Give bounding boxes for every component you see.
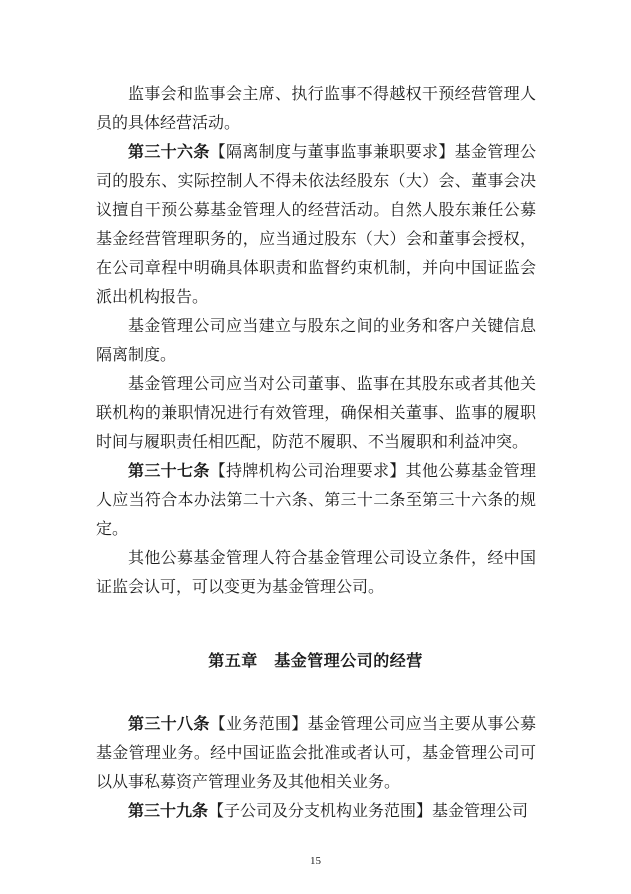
article-36: [96, 137, 536, 311]
article-number: 第三十九条: [128, 801, 209, 820]
paragraph-6: [96, 543, 536, 601]
paragraph-text: 【业务范围】基金管理公司应当主要从事公募基金管理业务。经中国证监会批准或者认可，基金管理公司可以从事私募资产管理业务及其他相关业务。: [96, 714, 536, 791]
paragraph-text: 基金管理公司应当对公司董事、监事在其股东或者其他关联机构的兼职情况进行有效管理，确保相关董事、监事的履职时间与履职责任相匹配，防范不履职、不当履职和利益冲突。: [96, 374, 536, 451]
chapter-title: 第五章 基金管理公司的经营: [208, 651, 423, 670]
paragraph-text: 【子公司及分支机构业务范围】基金管理公司: [208, 801, 529, 820]
paragraph-text: 其他公募基金管理人符合基金管理公司设立条件，经中国证监会认可，可以变更为基金管理公司。: [96, 548, 536, 596]
article-37: [96, 456, 536, 543]
paragraph-4: [96, 369, 536, 456]
paragraph-text: 【持牌机构公司治理要求】其他公募基金管理人应当符合本办法第二十六条、第三十二条至第三十六条的规定。: [96, 461, 536, 538]
paragraph-3: [96, 311, 536, 369]
article-number: 第三十八条: [128, 714, 210, 733]
paragraph-text: 监事会和监事会主席、执行监事不得越权干预经营管理人员的具体经营活动。: [96, 84, 536, 132]
paragraph-text: 基金管理公司应当建立与股东之间的业务和客户关键信息隔离制度。: [96, 316, 536, 364]
paragraph-text: 【隔离制度与董事监事兼职要求】基金管理公司的股东、实际控制人不得未依法经股东（大）会、董事会决议擅自干预公募基金管理人的经营活动。自然人股东兼任公募基金经营管理职务的，应当通过股东（大）会和董事会授权，在公司章程中明确具体职责和监督约束机制，并向中国证监会派出机构报告。: [96, 142, 536, 306]
page-number: 15: [310, 855, 321, 867]
article-number: 第三十七条: [128, 461, 210, 480]
article-39: [96, 796, 536, 825]
paragraph-1: [96, 79, 536, 137]
article-number: 第三十六条: [128, 142, 210, 161]
article-38: [96, 709, 536, 796]
